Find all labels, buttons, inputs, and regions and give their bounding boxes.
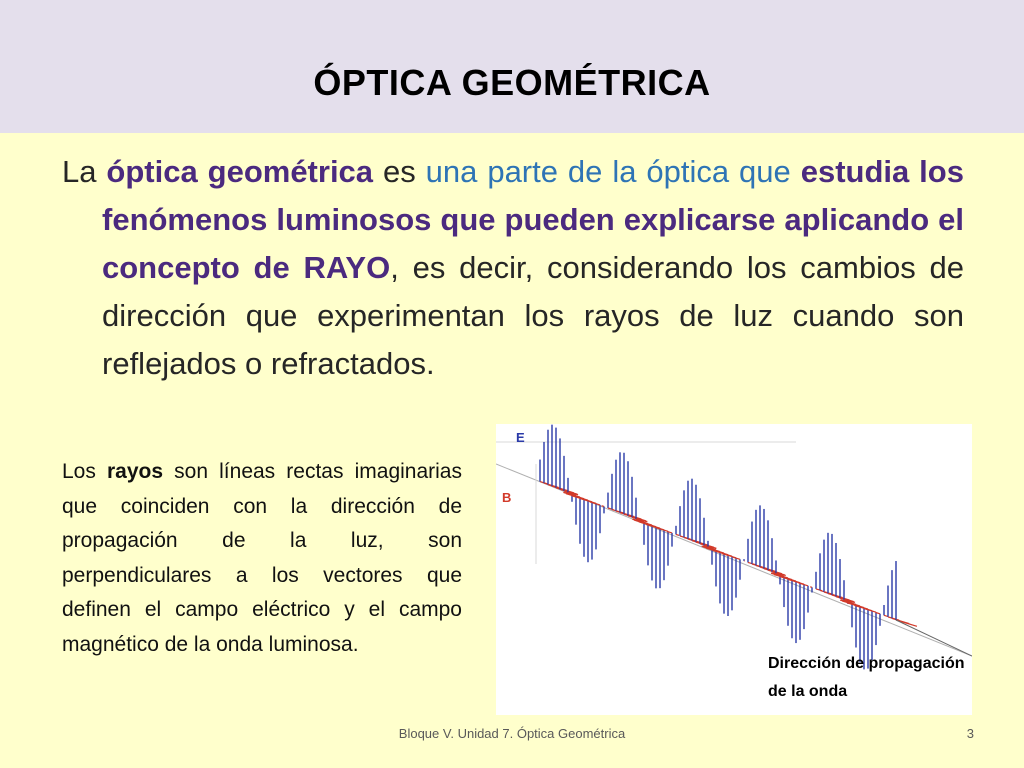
rays-paragraph [62,455,462,662]
intro-text-1: La [62,154,97,189]
rays-text-1: Los [62,460,96,483]
intro-definition: estudia los fenómenos luminosos que pueden explicarse aplicando el concepto de RAYO [102,154,964,285]
intro-text-2: es [382,154,416,189]
intro-term: óptica geométrica [106,154,374,189]
intro-text-3: una parte de la óptica que [425,154,791,189]
page-number: 3 [966,726,974,741]
caption-line-2: de la onda [768,683,848,700]
slide-title: ÓPTICA GEOMÉTRICA [313,62,711,103]
electric-field-label: E [516,430,525,445]
magnetic-field-vector [602,506,604,507]
magnetic-field-label: B [502,490,512,505]
em-wave-figure [496,424,972,715]
intro-text-4: , es decir, considerando los cambios de dirección que experimentan los rayos de luz cuando son reflejados o refractados. [102,250,964,381]
footer-text: Bloque V. Unidad 7. Óptica Geométrica [398,726,626,741]
magnetic-field-vector [676,534,679,535]
figure-caption [768,650,964,706]
caption-line-1: Dirección de propagación [768,655,965,672]
rays-term: rayos [106,460,164,483]
magnetic-field-vector [810,587,812,588]
rays-text-2: son líneas rectas imaginarias que coinciden con la dirección de propagación de la luz, son perpendiculares a los vectores que definen el campo eléctrico y el campo magnético de la onda luminosa. [62,460,462,656]
magnetic-field-vector [884,615,888,616]
wave-arrows [536,425,972,670]
magnetic-field-vector [864,609,876,612]
intro-paragraph [62,148,964,388]
